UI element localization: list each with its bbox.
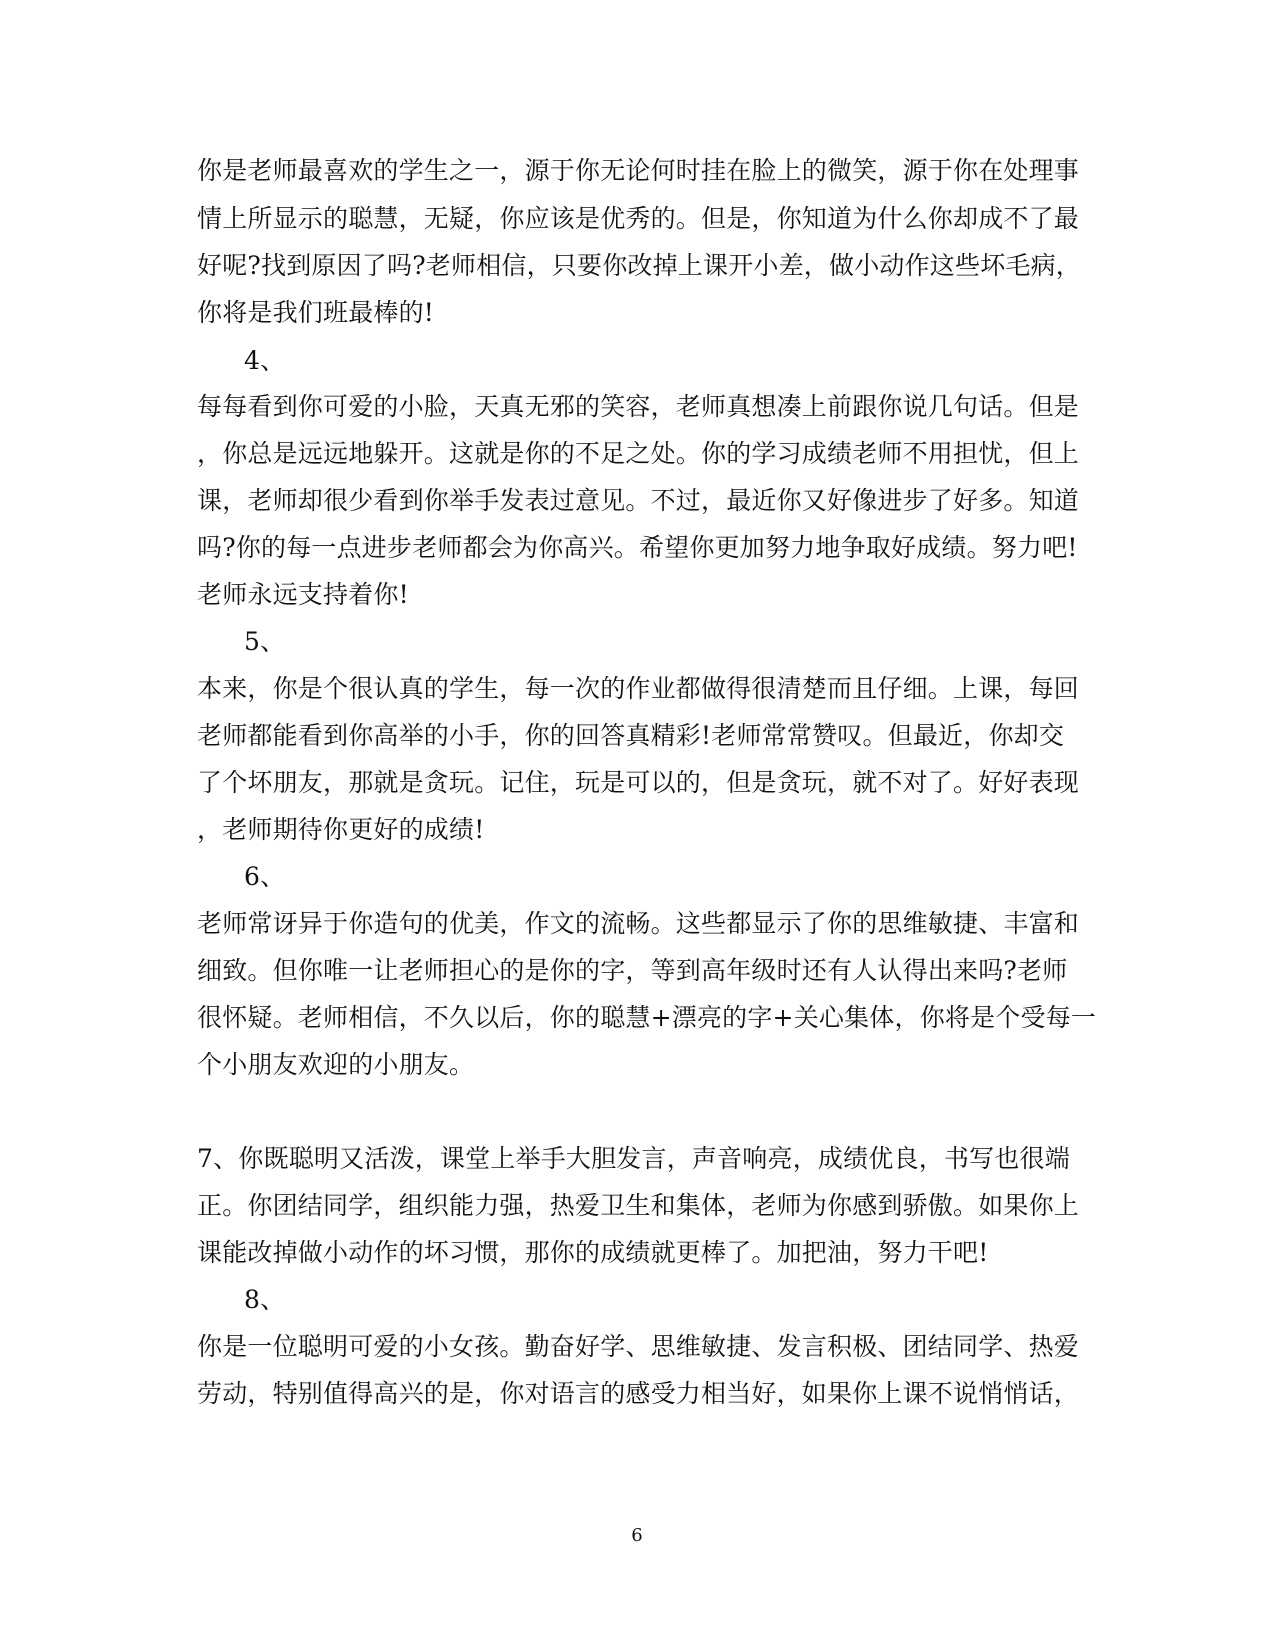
item-number: 4、 [244, 346, 286, 375]
paragraph-line: 本来，你是个很认真的学生，每一次的作业都做得很清楚而且仔细。上课，每回 [197, 674, 1080, 703]
paragraph-line: 课，老师却很少看到你举手发表过意见。不过，最近你又好像进步了好多。知道 [197, 486, 1080, 515]
paragraph-line: 你是老师最喜欢的学生之一，源于你无论何时挂在脸上的微笑，源于你在处理事 [197, 156, 1080, 185]
paragraph-line: 好呢?找到原因了吗?老师相信，只要你改掉上课开小差，做小动作这些坏毛病， [197, 251, 1082, 280]
paragraph-line: 劳动，特别值得高兴的是，你对语言的感受力相当好，如果你上课不说悄悄话， [197, 1379, 1080, 1408]
page-number: 6 [631, 1525, 643, 1546]
paragraph-line: 细致。但你唯一让老师担心的是你的字，等到高年级时还有人认得出来吗?老师 [197, 956, 1068, 985]
paragraph-line: 课能改掉做小动作的坏习惯，那你的成绩就更棒了。加把油，努力干吧! [197, 1238, 989, 1267]
paragraph-line: 每每看到你可爱的小脸，天真无邪的笑容，老师真想凑上前跟你说几句话。但是 [197, 392, 1080, 421]
paragraph-line: ，你总是远远地躲开。这就是你的不足之处。你的学习成绩老师不用担忧，但上 [197, 439, 1080, 468]
paragraph-line: 正。你团结同学，组织能力强，热爱卫生和集体，老师为你感到骄傲。如果你上 [197, 1191, 1080, 1220]
paragraph-line: ，老师期待你更好的成绩! [197, 815, 485, 844]
paragraph-line: 7、你既聪明又活泼，课堂上举手大胆发言，声音响亮，成绩优良，书写也很端 [197, 1144, 1070, 1173]
paragraph-line: 很怀疑。老师相信，不久以后，你的聪慧+漂亮的字+关心集体，你将是个受每一 [197, 1003, 1097, 1032]
paragraph-line: 老师常讶异于你造句的优美，作文的流畅。这些都显示了你的思维敏捷、丰富和 [197, 909, 1080, 938]
paragraph-line: 老师都能看到你高举的小手，你的回答真精彩!老师常常赞叹。但最近，你却交 [197, 721, 1065, 750]
paragraph-line: 了个坏朋友，那就是贪玩。记住，玩是可以的，但是贪玩，就不对了。好好表现 [197, 768, 1080, 797]
paragraph-line: 你是一位聪明可爱的小女孩。勤奋好学、思维敏捷、发言积极、团结同学、热爱 [197, 1332, 1080, 1361]
item-number: 5、 [244, 627, 286, 656]
paragraph-line: 老师永远支持着你! [197, 580, 409, 609]
item-number: 8、 [244, 1285, 286, 1314]
paragraph-line: 情上所显示的聪慧，无疑，你应该是优秀的。但是，你知道为什么你却成不了最 [197, 204, 1080, 233]
item-number: 6、 [244, 862, 286, 891]
paragraph-line: 个小朋友欢迎的小朋友。 [197, 1050, 475, 1079]
paragraph-line: 吗?你的每一点进步老师都会为你高兴。希望你更加努力地争取好成绩。努力吧! [197, 533, 1078, 562]
paragraph-line: 你将是我们班最棒的! [197, 298, 435, 327]
